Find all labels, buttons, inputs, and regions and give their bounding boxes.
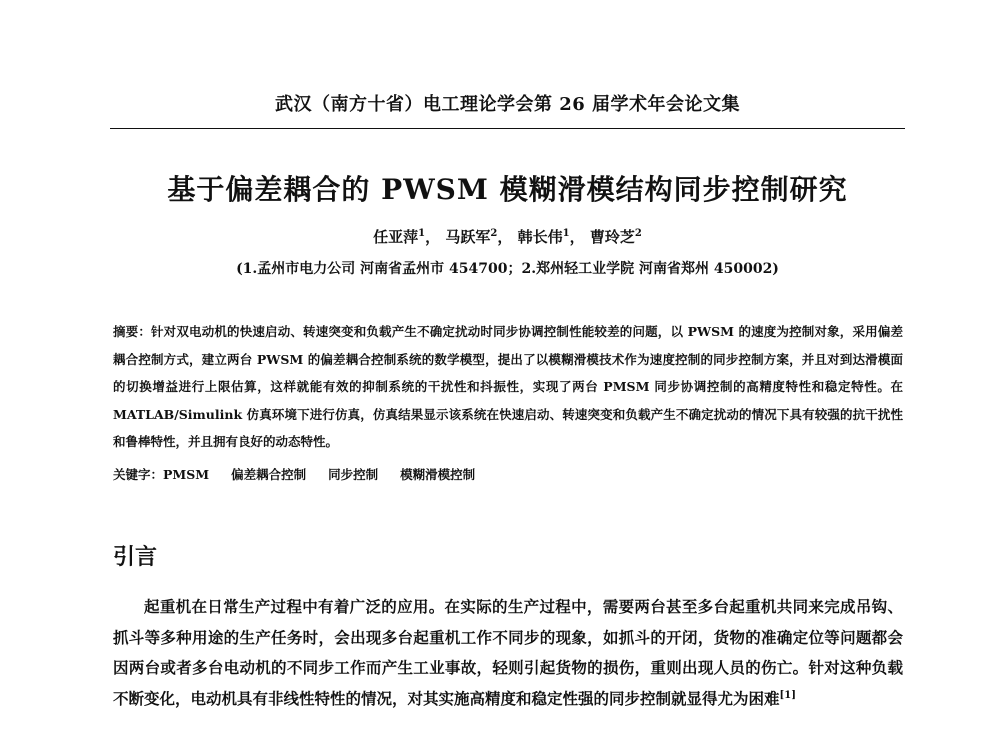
author-list (110, 226, 905, 247)
running-header: 武汉（南方十省）电工理论学会第 26 届学术年会论文集 (274, 94, 741, 115)
keywords-label: 关键字： (113, 467, 164, 482)
paper-title: 基于偏差耦合的 PWSM 模糊滑模结构同步控制研究 (167, 173, 848, 206)
author-affiliation-mark: 2 (634, 228, 642, 239)
abstract-text: 针对双电动机的快速启动、转速突变和负载产生不确定扰动时同步协调控制性能较差的问题，以 PWSM 的速度为控制对象，采用偏差耦合控制方式，建立两台 PWSM 的偏差耦合控制系统的数学模型，提出了以模糊滑模技术作为速度控制的同步控制方案，并且对到达滑模面的切换增益进行上限估算，这样就能有效的抑制系统的干扰性和抖振性，实现了两台 PMSM 同步协调控制的高精度特性和稳定特性。在 MATLAB/Simulink 仿真环境下进行仿真，仿真结果显示该系统在快速启动、转速突变和负载产生不确定扰动的情况下具有较强的抗干扰性和鲁棒特性，并且拥有良好的动态特性。 (113, 324, 903, 449)
keyword: 同步控制 (328, 467, 379, 482)
author (518, 228, 570, 246)
keyword: 模糊滑模控制 (400, 467, 476, 482)
author-name: 任亚萍 (373, 228, 419, 246)
author (373, 228, 425, 246)
intro-paragraph-text: 起重机在日常生产过程中有着广泛的应用。在实际的生产过程中，需要两台甚至多台起重机共同来完成吊钩、抓斗等多种用途的生产任务时，会出现多台起重机工作不同步的现象，如抓斗的开闭，货物的准确定位等问题都会因两台或者多台电动机的不同步工作而产生工业事故，轻则引起货物的损伤，重则出现人员的伤亡。针对这种负载不断变化，电动机具有非线性特性的情况，对其实施高精度和稳定性强的同步控制就显得尤为困难 (113, 597, 903, 708)
citation-mark: [1] (779, 689, 796, 701)
keyword: PMSM (163, 467, 210, 482)
keywords (113, 465, 903, 483)
header-rule (110, 128, 905, 129)
author (590, 228, 642, 246)
author-separator: ， (497, 228, 513, 246)
abstract (113, 318, 903, 456)
author-affiliation-mark: 1 (562, 228, 570, 239)
affiliation: (1.孟州市电力公司 河南省孟州市 454700；2.郑州轻工业学院 河南省郑州 450002) (236, 261, 779, 277)
abstract-label: 摘要： (113, 324, 152, 339)
author-name: 韩长伟 (517, 228, 563, 246)
author-affiliation-mark: 2 (490, 228, 498, 239)
section-heading: 引言 (113, 545, 158, 570)
author (445, 228, 497, 246)
author-name: 马跃军 (445, 228, 491, 246)
author-name: 曹玲芝 (589, 228, 635, 246)
author-separator: ， (425, 228, 441, 246)
author-affiliation-mark: 1 (418, 228, 426, 239)
intro-paragraph (113, 592, 903, 714)
keyword: 偏差耦合控制 (231, 467, 307, 482)
author-separator: ， (569, 228, 585, 246)
